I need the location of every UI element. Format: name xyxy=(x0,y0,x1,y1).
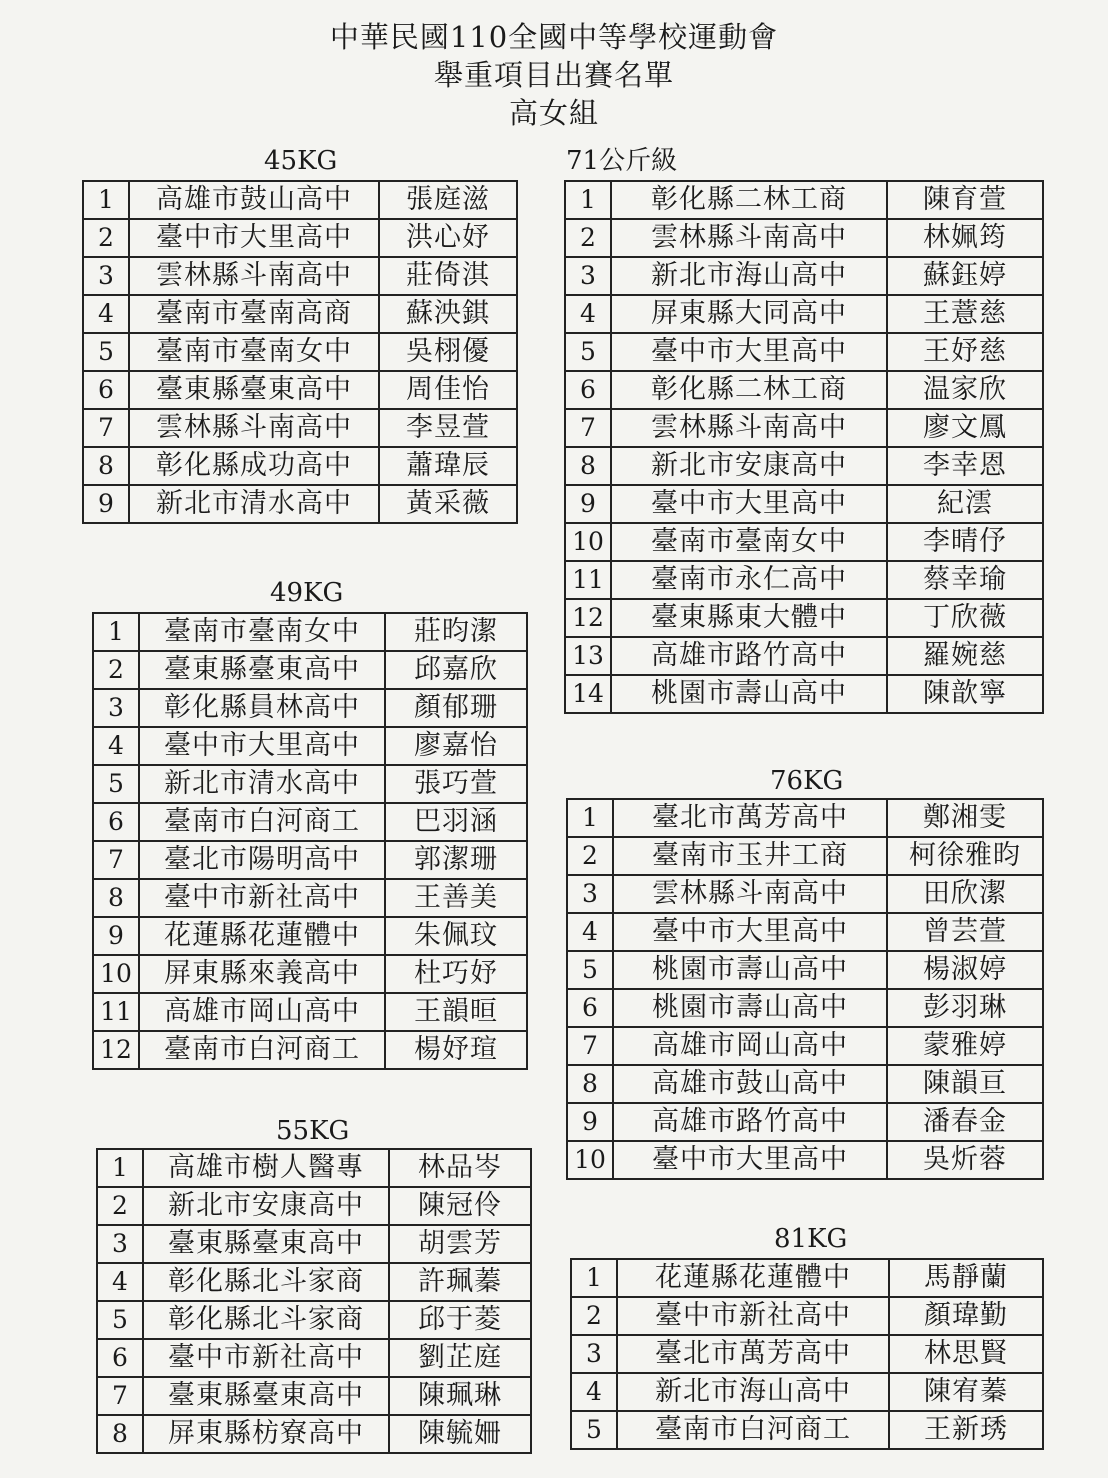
table-row xyxy=(83,371,517,409)
athlete-name-cell: 王韻晅 xyxy=(385,993,527,1031)
table-row xyxy=(97,1415,531,1453)
athlete-name-cell: 王善美 xyxy=(385,879,527,917)
row-number: 9 xyxy=(93,917,139,955)
row-number: 3 xyxy=(97,1225,143,1263)
athlete-name-cell: 林思賢 xyxy=(889,1335,1043,1373)
row-number: 5 xyxy=(97,1301,143,1339)
school-cell: 臺中市大里高中 xyxy=(611,333,887,371)
athlete-name-cell: 杜巧妤 xyxy=(385,955,527,993)
row-number: 9 xyxy=(83,485,129,523)
athlete-name-cell: 王薏慈 xyxy=(887,295,1043,333)
school-cell: 臺北市萬芳高中 xyxy=(613,799,887,837)
table-row xyxy=(565,561,1043,599)
row-number: 3 xyxy=(571,1335,617,1373)
table-row xyxy=(83,257,517,295)
athlete-name-cell: 蒙雅婷 xyxy=(887,1027,1043,1065)
category-title: 45KG xyxy=(264,146,338,176)
table-row xyxy=(567,913,1043,951)
table-row xyxy=(97,1225,531,1263)
school-cell: 臺中市大里高中 xyxy=(613,913,887,951)
school-cell: 彰化縣二林工商 xyxy=(611,181,887,219)
school-cell: 花蓮縣花蓮體中 xyxy=(139,917,385,955)
athlete-name-cell: 黃采薇 xyxy=(379,485,517,523)
school-cell: 新北市清水高中 xyxy=(129,485,379,523)
school-cell: 臺南市永仁高中 xyxy=(611,561,887,599)
table-row xyxy=(565,523,1043,561)
table-row xyxy=(565,371,1043,409)
athlete-name-cell: 陳冠伶 xyxy=(389,1187,531,1225)
athlete-name-cell: 莊昀潔 xyxy=(385,613,527,651)
table-row xyxy=(567,875,1043,913)
table-row xyxy=(93,879,527,917)
row-number: 12 xyxy=(93,1031,139,1069)
athlete-name-cell: 陳毓姍 xyxy=(389,1415,531,1453)
athlete-name-cell: 彭羽琳 xyxy=(887,989,1043,1027)
row-number: 1 xyxy=(567,799,613,837)
row-number: 8 xyxy=(83,447,129,485)
athlete-name-cell: 田欣潔 xyxy=(887,875,1043,913)
athlete-name-cell: 陳宥蓁 xyxy=(889,1373,1043,1411)
school-cell: 臺東縣臺東高中 xyxy=(129,371,379,409)
school-cell: 臺南市臺南女中 xyxy=(139,613,385,651)
athlete-name-cell: 温家欣 xyxy=(887,371,1043,409)
school-cell: 高雄市路竹高中 xyxy=(611,637,887,675)
athlete-name-cell: 吳栩優 xyxy=(379,333,517,371)
row-number: 7 xyxy=(97,1377,143,1415)
school-cell: 臺中市大里高中 xyxy=(129,219,379,257)
row-number: 5 xyxy=(93,765,139,803)
row-number: 9 xyxy=(565,485,611,523)
table-row xyxy=(571,1297,1043,1335)
row-number: 10 xyxy=(565,523,611,561)
school-cell: 臺中市大里高中 xyxy=(613,1141,887,1179)
athlete-name-cell: 潘春金 xyxy=(887,1103,1043,1141)
table-row xyxy=(93,689,527,727)
row-number: 8 xyxy=(565,447,611,485)
table-row xyxy=(93,993,527,1031)
school-cell: 高雄市岡山高中 xyxy=(613,1027,887,1065)
table-row xyxy=(97,1339,531,1377)
athlete-name-cell: 邱于菱 xyxy=(389,1301,531,1339)
table-row xyxy=(97,1149,531,1187)
school-cell: 臺南市白河商工 xyxy=(139,803,385,841)
table-row xyxy=(565,409,1043,447)
school-cell: 高雄市路竹高中 xyxy=(613,1103,887,1141)
page-title: 中華民國110全國中等學校運動會 xyxy=(329,20,779,54)
roster-table xyxy=(96,1148,532,1454)
roster-table xyxy=(92,612,528,1070)
table-row xyxy=(567,1027,1043,1065)
page-header xyxy=(0,18,1108,132)
row-number: 5 xyxy=(567,951,613,989)
row-number: 7 xyxy=(567,1027,613,1065)
athlete-name-cell: 劉芷庭 xyxy=(389,1339,531,1377)
division-label: 高女組 xyxy=(508,96,599,130)
row-number: 7 xyxy=(93,841,139,879)
row-number: 11 xyxy=(565,561,611,599)
table-row xyxy=(565,675,1043,713)
row-number: 7 xyxy=(83,409,129,447)
school-cell: 桃園市壽山高中 xyxy=(611,675,887,713)
row-number: 8 xyxy=(97,1415,143,1453)
school-cell: 雲林縣斗南高中 xyxy=(611,219,887,257)
category-title: 49KG xyxy=(270,578,344,608)
row-number: 3 xyxy=(93,689,139,727)
athlete-name-cell: 廖嘉怡 xyxy=(385,727,527,765)
table-row xyxy=(93,613,527,651)
athlete-name-cell: 林品岑 xyxy=(389,1149,531,1187)
roster-table xyxy=(82,180,518,524)
athlete-name-cell: 李幸恩 xyxy=(887,447,1043,485)
row-number: 3 xyxy=(83,257,129,295)
table-row xyxy=(565,637,1043,675)
athlete-name-cell: 林姵筠 xyxy=(887,219,1043,257)
row-number: 3 xyxy=(565,257,611,295)
row-number: 4 xyxy=(97,1263,143,1301)
athlete-name-cell: 張巧萱 xyxy=(385,765,527,803)
school-cell: 臺中市新社高中 xyxy=(617,1297,889,1335)
school-cell: 彰化縣員林高中 xyxy=(139,689,385,727)
athlete-name-cell: 郭潔珊 xyxy=(385,841,527,879)
table-row xyxy=(565,219,1043,257)
row-number: 5 xyxy=(83,333,129,371)
row-number: 3 xyxy=(567,875,613,913)
category-title: 71公斤級 xyxy=(566,146,678,176)
athlete-name-cell: 柯徐雅昀 xyxy=(887,837,1043,875)
school-cell: 臺南市臺南女中 xyxy=(611,523,887,561)
athlete-name-cell: 洪心妤 xyxy=(379,219,517,257)
table-row xyxy=(565,599,1043,637)
table-row xyxy=(567,1103,1043,1141)
table-row xyxy=(93,727,527,765)
school-cell: 臺南市臺南高商 xyxy=(129,295,379,333)
row-number: 2 xyxy=(93,651,139,689)
row-number: 1 xyxy=(93,613,139,651)
table-row xyxy=(565,485,1043,523)
row-number: 2 xyxy=(571,1297,617,1335)
school-cell: 臺東縣東大體中 xyxy=(611,599,887,637)
school-cell: 臺中市新社高中 xyxy=(143,1339,389,1377)
table-row xyxy=(571,1411,1043,1449)
athlete-name-cell: 馬靜蘭 xyxy=(889,1259,1043,1297)
athlete-name-cell: 楊妤瑄 xyxy=(385,1031,527,1069)
page-subtitle: 舉重項目出賽名單 xyxy=(433,58,674,92)
row-number: 5 xyxy=(571,1411,617,1449)
school-cell: 臺東縣臺東高中 xyxy=(139,651,385,689)
table-row xyxy=(567,951,1043,989)
row-number: 6 xyxy=(567,989,613,1027)
school-cell: 臺南市玉井工商 xyxy=(613,837,887,875)
athlete-name-cell: 陳韻亘 xyxy=(887,1065,1043,1103)
athlete-name-cell: 朱佩玟 xyxy=(385,917,527,955)
athlete-name-cell: 王新琇 xyxy=(889,1411,1043,1449)
athlete-name-cell: 廖文鳳 xyxy=(887,409,1043,447)
school-cell: 臺南市白河商工 xyxy=(617,1411,889,1449)
athlete-name-cell: 蘇泱錤 xyxy=(379,295,517,333)
table-row xyxy=(97,1187,531,1225)
athlete-name-cell: 楊淑婷 xyxy=(887,951,1043,989)
school-cell: 彰化縣成功高中 xyxy=(129,447,379,485)
table-row xyxy=(97,1263,531,1301)
row-number: 6 xyxy=(565,371,611,409)
school-cell: 雲林縣斗南高中 xyxy=(611,409,887,447)
table-row xyxy=(571,1373,1043,1411)
row-number: 2 xyxy=(97,1187,143,1225)
school-cell: 新北市安康高中 xyxy=(143,1187,389,1225)
school-cell: 臺中市大里高中 xyxy=(611,485,887,523)
row-number: 11 xyxy=(93,993,139,1031)
row-number: 2 xyxy=(567,837,613,875)
school-cell: 臺中市新社高中 xyxy=(139,879,385,917)
school-cell: 屏東縣枋寮高中 xyxy=(143,1415,389,1453)
school-cell: 臺北市萬芳高中 xyxy=(617,1335,889,1373)
table-row xyxy=(565,295,1043,333)
row-number: 6 xyxy=(83,371,129,409)
row-number: 10 xyxy=(567,1141,613,1179)
athlete-name-cell: 陳育萱 xyxy=(887,181,1043,219)
athlete-name-cell: 蕭瑋辰 xyxy=(379,447,517,485)
school-cell: 屏東縣大同高中 xyxy=(611,295,887,333)
table-row xyxy=(97,1377,531,1415)
school-cell: 彰化縣北斗家商 xyxy=(143,1301,389,1339)
row-number: 7 xyxy=(565,409,611,447)
school-cell: 彰化縣北斗家商 xyxy=(143,1263,389,1301)
school-cell: 桃園市壽山高中 xyxy=(613,989,887,1027)
table-row xyxy=(93,841,527,879)
school-cell: 新北市清水高中 xyxy=(139,765,385,803)
school-cell: 臺東縣臺東高中 xyxy=(143,1225,389,1263)
table-row xyxy=(567,1065,1043,1103)
table-row xyxy=(83,333,517,371)
row-number: 2 xyxy=(83,219,129,257)
athlete-name-cell: 張庭滋 xyxy=(379,181,517,219)
row-number: 4 xyxy=(567,913,613,951)
roster-table xyxy=(566,798,1044,1180)
table-row xyxy=(83,219,517,257)
table-row xyxy=(93,955,527,993)
school-cell: 臺東縣臺東高中 xyxy=(143,1377,389,1415)
athlete-name-cell: 顏郁珊 xyxy=(385,689,527,727)
athlete-name-cell: 莊倚淇 xyxy=(379,257,517,295)
school-cell: 高雄市鼓山高中 xyxy=(613,1065,887,1103)
table-row xyxy=(93,651,527,689)
school-cell: 臺南市白河商工 xyxy=(139,1031,385,1069)
row-number: 1 xyxy=(571,1259,617,1297)
row-number: 13 xyxy=(565,637,611,675)
school-cell: 高雄市岡山高中 xyxy=(139,993,385,1031)
row-number: 2 xyxy=(565,219,611,257)
roster-table xyxy=(570,1258,1044,1450)
row-number: 8 xyxy=(567,1065,613,1103)
table-row xyxy=(83,409,517,447)
table-row xyxy=(567,799,1043,837)
school-cell: 雲林縣斗南高中 xyxy=(129,257,379,295)
roster-table xyxy=(564,180,1044,714)
table-row xyxy=(83,447,517,485)
school-cell: 臺北市陽明高中 xyxy=(139,841,385,879)
athlete-name-cell: 邱嘉欣 xyxy=(385,651,527,689)
athlete-name-cell: 鄭湘雯 xyxy=(887,799,1043,837)
school-cell: 桃園市壽山高中 xyxy=(613,951,887,989)
table-row xyxy=(93,803,527,841)
athlete-name-cell: 蘇鈺婷 xyxy=(887,257,1043,295)
table-row xyxy=(567,837,1043,875)
athlete-name-cell: 蔡幸瑜 xyxy=(887,561,1043,599)
athlete-name-cell: 李昱萱 xyxy=(379,409,517,447)
row-number: 14 xyxy=(565,675,611,713)
row-number: 12 xyxy=(565,599,611,637)
table-row xyxy=(565,447,1043,485)
school-cell: 臺南市臺南女中 xyxy=(129,333,379,371)
row-number: 1 xyxy=(83,181,129,219)
athlete-name-cell: 羅婉慈 xyxy=(887,637,1043,675)
table-row xyxy=(83,181,517,219)
row-number: 10 xyxy=(93,955,139,993)
category-title: 55KG xyxy=(276,1116,350,1146)
row-number: 4 xyxy=(571,1373,617,1411)
row-number: 9 xyxy=(567,1103,613,1141)
athlete-name-cell: 陳珮琳 xyxy=(389,1377,531,1415)
school-cell: 雲林縣斗南高中 xyxy=(613,875,887,913)
athlete-name-cell: 吳炘蓉 xyxy=(887,1141,1043,1179)
athlete-name-cell: 胡雲芳 xyxy=(389,1225,531,1263)
school-cell: 高雄市樹人醫專 xyxy=(143,1149,389,1187)
row-number: 4 xyxy=(565,295,611,333)
athlete-name-cell: 陳歆寧 xyxy=(887,675,1043,713)
table-row xyxy=(93,765,527,803)
athlete-name-cell: 丁欣薇 xyxy=(887,599,1043,637)
row-number: 1 xyxy=(565,181,611,219)
school-cell: 彰化縣二林工商 xyxy=(611,371,887,409)
table-row xyxy=(571,1259,1043,1297)
athlete-name-cell: 巴羽涵 xyxy=(385,803,527,841)
table-row xyxy=(565,333,1043,371)
table-row xyxy=(565,181,1043,219)
athlete-name-cell: 李晴伃 xyxy=(887,523,1043,561)
school-cell: 新北市海山高中 xyxy=(617,1373,889,1411)
school-cell: 花蓮縣花蓮體中 xyxy=(617,1259,889,1297)
table-row xyxy=(567,1141,1043,1179)
row-number: 6 xyxy=(97,1339,143,1377)
row-number: 4 xyxy=(93,727,139,765)
row-number: 8 xyxy=(93,879,139,917)
athlete-name-cell: 周佳怡 xyxy=(379,371,517,409)
row-number: 6 xyxy=(93,803,139,841)
table-row xyxy=(97,1301,531,1339)
table-row xyxy=(565,257,1043,295)
table-row xyxy=(571,1335,1043,1373)
table-row xyxy=(93,1031,527,1069)
athlete-name-cell: 曾芸萱 xyxy=(887,913,1043,951)
category-title: 81KG xyxy=(774,1224,848,1254)
row-number: 5 xyxy=(565,333,611,371)
table-row xyxy=(567,989,1043,1027)
school-cell: 臺中市大里高中 xyxy=(139,727,385,765)
school-cell: 屏東縣來義高中 xyxy=(139,955,385,993)
school-cell: 高雄市鼓山高中 xyxy=(129,181,379,219)
table-row xyxy=(93,917,527,955)
table-row xyxy=(83,485,517,523)
row-number: 1 xyxy=(97,1149,143,1187)
school-cell: 新北市海山高中 xyxy=(611,257,887,295)
athlete-name-cell: 紀澐 xyxy=(887,485,1043,523)
athlete-name-cell: 王妤慈 xyxy=(887,333,1043,371)
school-cell: 雲林縣斗南高中 xyxy=(129,409,379,447)
table-row xyxy=(83,295,517,333)
row-number: 4 xyxy=(83,295,129,333)
athlete-name-cell: 許珮蓁 xyxy=(389,1263,531,1301)
athlete-name-cell: 顏瑋勤 xyxy=(889,1297,1043,1335)
school-cell: 新北市安康高中 xyxy=(611,447,887,485)
category-title: 76KG xyxy=(770,766,844,796)
